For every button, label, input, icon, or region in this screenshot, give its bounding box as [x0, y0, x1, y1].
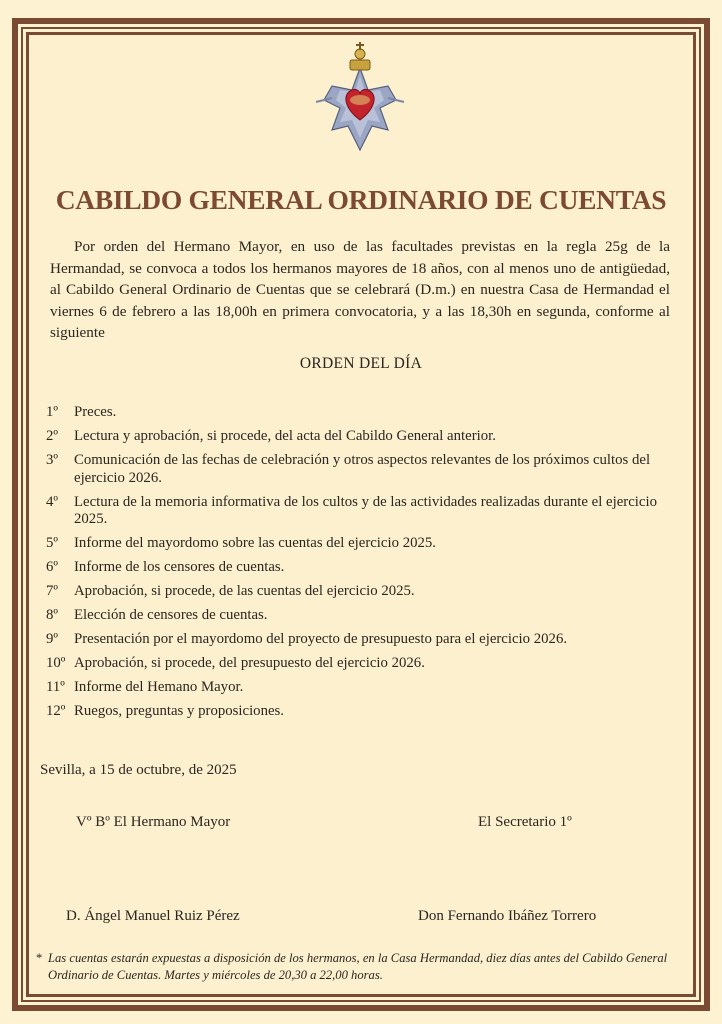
footnote-text: Las cuentas estarán expuestas a disposición de los hermanos, en la Casa Hermandad, diez días antes del Cabildo General Ordinario de Cuentas. Martes y miércoles de 20,30 a 22,00 horas.	[48, 951, 668, 982]
agenda-item-text: Informe de los censores de cuentas.	[74, 559, 285, 575]
agenda-item	[46, 583, 672, 601]
left-signatory-name: D. Ángel Manuel Ruiz Pérez	[66, 908, 240, 924]
agenda-list	[46, 404, 672, 727]
agenda-item-number: 3º	[46, 452, 58, 468]
agenda-item-number: 1º	[46, 404, 58, 420]
agenda-item-number: 6º	[46, 559, 58, 575]
agenda-item-text: Aprobación, si procede, de las cuentas del ejercicio 2025.	[74, 583, 415, 599]
agenda-item	[46, 607, 672, 625]
agenda-item-text: Presentación por el mayordomo del proyecto de presupuesto para el ejercicio 2026.	[74, 631, 568, 647]
agenda-item	[46, 631, 672, 649]
left-signatory-role: Vº Bº El Hermano Mayor	[76, 814, 231, 830]
right-signatory-role: El Secretario 1º	[478, 814, 572, 830]
document-title: CABILDO GENERAL ORDINARIO DE CUENTAS	[55, 184, 667, 215]
intro-paragraph: Por orden del Hermano Mayor, en uso de las facultades previstas en la regla 25g de la Hermandad, se convoca a todos los hermanos mayores de 18 años, con al menos uno de antigüedad, al Cabildo General Ordinario de Cuentas que se celebrará (D.m.) en nuestra Casa de Hermandad el viernes 6 de febrero a las 18,00h en primera convocatoria, y a las 18,30h en segunda, conforme al siguiente	[50, 238, 670, 341]
agenda-item	[46, 679, 672, 697]
agenda-item	[46, 559, 672, 577]
agenda-item-text: Aprobación, si procede, del presupuesto del ejercicio 2026.	[74, 655, 425, 671]
agenda-item	[46, 404, 672, 422]
agenda-item-text: Preces.	[74, 404, 117, 420]
agenda-item-number: 11º	[46, 679, 65, 695]
agenda-item-number: 10º	[46, 655, 66, 671]
footnote-mark: *	[36, 951, 43, 965]
agenda-item	[46, 703, 672, 721]
agenda-item-number: 12º	[46, 703, 66, 719]
agenda-item	[46, 428, 672, 446]
agenda-item	[46, 452, 672, 487]
agenda-item-number: 5º	[46, 535, 58, 551]
footnote	[36, 950, 688, 984]
agenda-item-text: Comunicación de las fechas de celebración y otros aspectos relevantes de los próximos cultos del ejercicio 2026.	[74, 452, 651, 486]
agenda-item-text: Informe del mayordomo sobre las cuentas del ejercicio 2025.	[74, 535, 436, 551]
agenda-item-number: 4º	[46, 493, 58, 510]
agenda-item	[46, 535, 672, 553]
agenda-heading: ORDEN DEL DÍA	[299, 355, 423, 372]
agenda-item-text: Lectura de la memoria informativa de los cultos y de las actividades realizadas durante el ejercicio 2025.	[74, 493, 657, 527]
agenda-item-number: 8º	[46, 607, 58, 623]
right-signatory-name: Don Fernando Ibáñez Torrero	[418, 908, 597, 924]
agenda-item-number: 2º	[46, 428, 58, 444]
agenda-item-text: Informe del Hemano Mayor.	[74, 679, 244, 695]
agenda-item	[46, 494, 672, 529]
brotherhood-coat-of-arms-icon	[310, 38, 410, 158]
agenda-item-number: 9º	[46, 631, 58, 647]
agenda-item-text: Ruegos, preguntas y proposiciones.	[74, 703, 285, 719]
agenda-item-number: 7º	[46, 583, 58, 599]
agenda-item-text: Lectura y aprobación, si procede, del acta del Cabildo General anterior.	[74, 428, 496, 444]
agenda-item-text: Elección de censores de cuentas.	[74, 607, 268, 623]
agenda-item	[46, 655, 672, 673]
place-and-date: Sevilla, a 15 de octubre, de 2025	[40, 762, 237, 778]
